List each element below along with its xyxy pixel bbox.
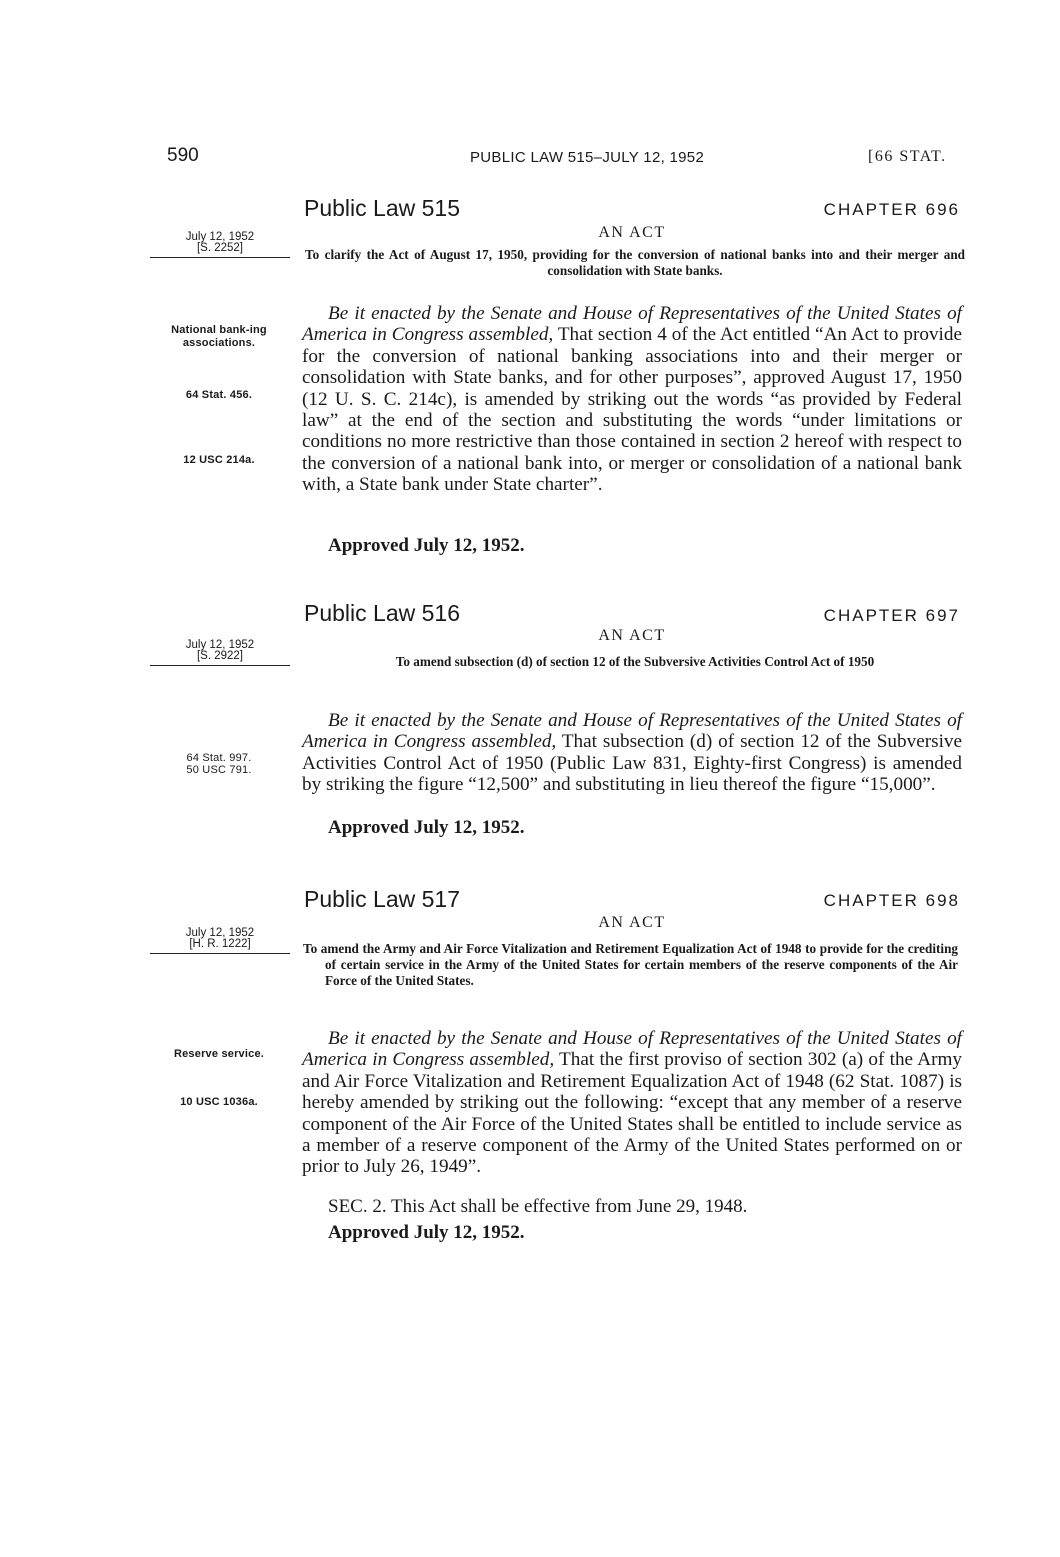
law-517-title: Public Law 517 [304, 886, 460, 912]
law-515-text [302, 303, 962, 496]
law-517-text [302, 1028, 962, 1178]
law-517-date-rule [150, 953, 290, 954]
running-title: PUBLIC LAW 515–JULY 12, 1952 [470, 149, 705, 166]
law-515-margin-note-stat: 64 Stat. 456. [185, 389, 253, 401]
law-515-purpose: To clarify the Act of August 17, 1950, providing for the conversion of national banks into and their merger and consolidation with State banks. [305, 247, 965, 278]
law-515-title: Public Law 515 [304, 195, 460, 221]
law-517-chapter: CHAPTER 698 [823, 891, 960, 910]
law-516-chapter: CHAPTER 697 [823, 606, 960, 625]
law-516-date: July 12, 1952 [185, 639, 255, 651]
law-517-an-act: AN ACT [598, 914, 666, 931]
law-517-section-2: SEC. 2. This Act shall be effective from June 29, 1948. [328, 1196, 748, 1217]
law-516-date-rule [150, 665, 290, 666]
law-516-bill: [S. 2922] [196, 650, 244, 662]
law-515-bill: [S. 2252] [196, 242, 244, 254]
law-517-date: July 12, 1952 [185, 927, 255, 939]
law-516-an-act: AN ACT [598, 627, 666, 644]
statute-reference: [66 STAT. [868, 148, 947, 165]
law-516-date-block [150, 640, 290, 666]
law-515-margin-note-usc: 12 USC 214a. [183, 454, 255, 466]
law-515-date-rule [150, 257, 290, 258]
law-517-purpose: To amend the Army and Air Force Vitalization and Retirement Equalization Act of 1948 to provide for the crediting of certain service in the Army of the United States for certain members of the reserve components of the Air Force of the United States. [303, 941, 958, 988]
law-515-margin-note-banking: National bank-ing associations. [171, 324, 267, 349]
law-517-margin-note-reserve: Reserve service. [173, 1048, 265, 1060]
law-516-title: Public Law 516 [304, 600, 460, 626]
law-515-an-act: AN ACT [598, 224, 666, 241]
law-517-margin-note-usc: 10 USC 1036a. [180, 1096, 258, 1108]
law-517-bill: [H. R. 1222] [189, 938, 251, 950]
law-516-body: That subsection (d) of section 12 of the Subversive Activities Control Act of 1950 (Public Law 831, Eighty-first Congress) is amended by striking the figure “12,500” and substituting in lieu thereof the figure “15,000”. [302, 731, 963, 796]
law-515-enacting-clause: Be it enacted by the Senate and House of Representatives of the United States of America in Congress assembled, [302, 303, 962, 346]
law-516-margin-note-stat: 64 Stat. 997. 50 USC 791. [186, 752, 252, 776]
law-516-text [302, 710, 962, 796]
law-515-date-block [150, 232, 290, 258]
law-515-body: That section 4 of the Act entitled “An Act to provide for the conversion of national banking associations into and their merger or consolidation with State banks, and for other purposes”, approved August 17, 1950 (12 U. S. C. 214c), is amended by striking out the words “as provided by Federal law” at the end of the section and substituting the words “under limitations or conditions no more restrictive than those contained in section 2 hereof with respect to the conversion of a national bank into, or merger or consolidation of a national bank with, a State bank under State charter”. [302, 324, 962, 496]
law-517-approved: Approved July 12, 1952. [328, 1222, 525, 1243]
law-516-approved: Approved July 12, 1952. [328, 817, 525, 838]
law-516-enacting-clause: Be it enacted by the Senate and House of Representatives of the United States of America in Congress assembled, [302, 710, 962, 753]
law-517-date-block [150, 928, 290, 954]
law-515-chapter: CHAPTER 696 [823, 200, 960, 219]
law-517-body: That the first proviso of section 302 (a) of the Army and Air Force Vitalization and Retirement Equalization Act of 1948 (62 Stat. 1087) is hereby amended by striking out the following: “except that any member of a reserve component of the Air Force of the United States shall be entitled to include service as a member of a reserve component of the Army of the United States performed on or prior to July 26, 1949”. [302, 1049, 962, 1178]
law-515-date: July 12, 1952 [185, 231, 255, 243]
law-516-purpose: To amend subsection (d) of section 12 of the Subversive Activities Control Act of 1950 [395, 654, 875, 669]
law-517-enacting-clause: Be it enacted by the Senate and House of Representatives of the United States of America in Congress assembled, [302, 1028, 962, 1071]
law-515-approved: Approved July 12, 1952. [328, 535, 525, 556]
page-number: 590 [167, 145, 199, 166]
